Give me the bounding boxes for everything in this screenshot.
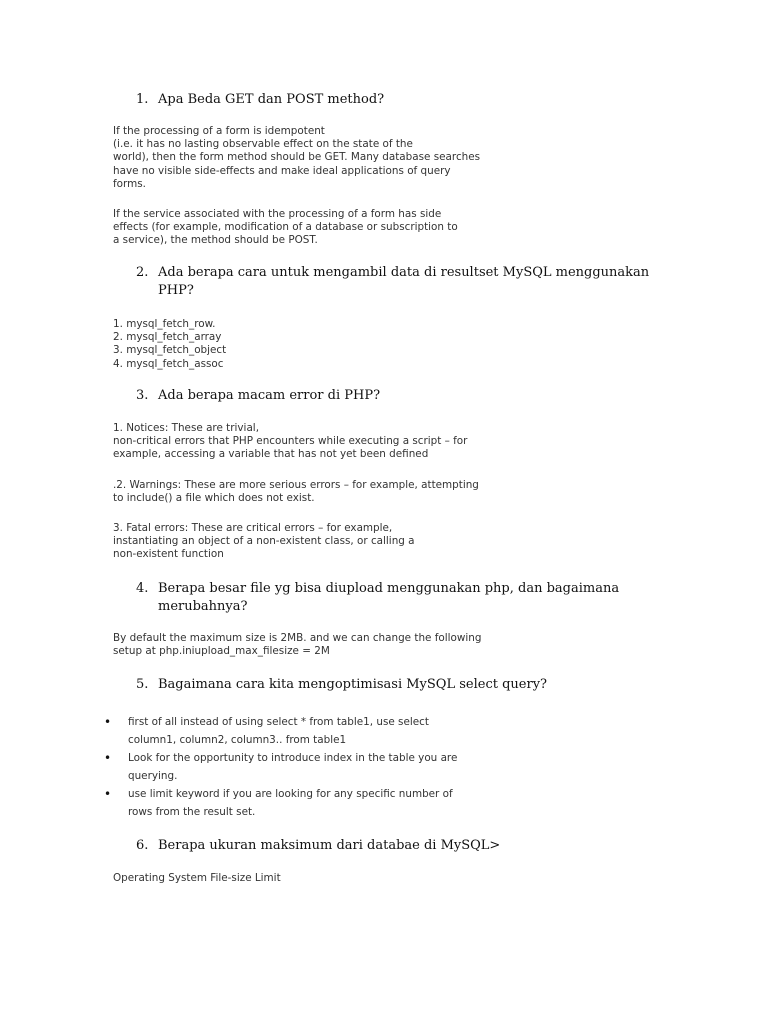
list-item-text: first of all instead of using select * from table1, use select column1, column2, column3.. from table1 <box>128 716 429 746</box>
list-item-text: use limit keyword if you are looking for any specific number of rows from the result set. <box>128 788 453 818</box>
question-text: Berapa ukuran maksimum dari databae di MySQL> <box>158 838 501 853</box>
bullet-list <box>104 713 504 821</box>
answer-paragraph: 1. Notices: These are trivial, non-critical errors that PHP encounters while executing a script – for example, accessing a variable that has not yet been defined <box>113 422 468 461</box>
question-number: 6. <box>136 838 149 853</box>
question-text: Bagaimana cara kita mengoptimisasi MySQL select query? <box>158 677 548 692</box>
answer-paragraph: 3. Fatal errors: These are critical errors – for example, instantiating an object of a non-existent class, or calling a non-existent function <box>113 522 415 561</box>
question-number: 4. <box>136 581 149 596</box>
question-text: Ada berapa cara untuk mengambil data di resultset MySQL menggunakan PHP? <box>158 265 650 298</box>
bullet-icon: • <box>104 715 112 729</box>
answer-paragraph: By default the maximum size is 2MB. and we can change the following setup at php.iniupload_max_filesize = 2M <box>113 632 482 658</box>
list-item <box>104 785 504 821</box>
list-item <box>104 749 504 785</box>
question-number: 3. <box>136 388 149 403</box>
answer-paragraph: If the processing of a form is idempotent (i.e. it has no lasting observable effect on the state of the world), then the form method should be GET. Many database searches have no visible side-effects and make ideal applications of query forms. <box>113 125 481 190</box>
question-number: 1. <box>136 92 149 107</box>
list-item-text: Look for the opportunity to introduce index in the table you are querying. <box>128 752 458 782</box>
answer-paragraph: Operating System File-size Limit <box>113 872 281 884</box>
bullet-icon: • <box>104 751 112 765</box>
question-6 <box>136 837 656 855</box>
question-1 <box>136 91 656 109</box>
question-text: Berapa besar file yg bisa diupload menggunakan php, dan bagaimana merubahnya? <box>158 581 620 614</box>
question-text: Apa Beda GET dan POST method? <box>158 92 385 107</box>
question-3 <box>136 387 656 405</box>
question-5 <box>136 676 656 694</box>
answer-paragraph: If the service associated with the processing of a form has side effects (for example, modification of a database or subscription to a service), the method should be POST. <box>113 208 458 247</box>
question-number: 5. <box>136 677 149 692</box>
question-text: Ada berapa macam error di PHP? <box>158 388 381 403</box>
question-2 <box>136 264 656 300</box>
answer-list: 1. mysql_fetch_row. 2. mysql_fetch_array 3. mysql_fetch_object 4. mysql_fetch_assoc <box>113 318 227 370</box>
question-4 <box>136 580 656 616</box>
answer-paragraph: .2. Warnings: These are more serious errors – for example, attempting to include() a file which does not exist. <box>113 479 479 505</box>
bullet-icon: • <box>104 787 112 801</box>
question-number: 2. <box>136 265 149 280</box>
list-item <box>104 713 504 749</box>
